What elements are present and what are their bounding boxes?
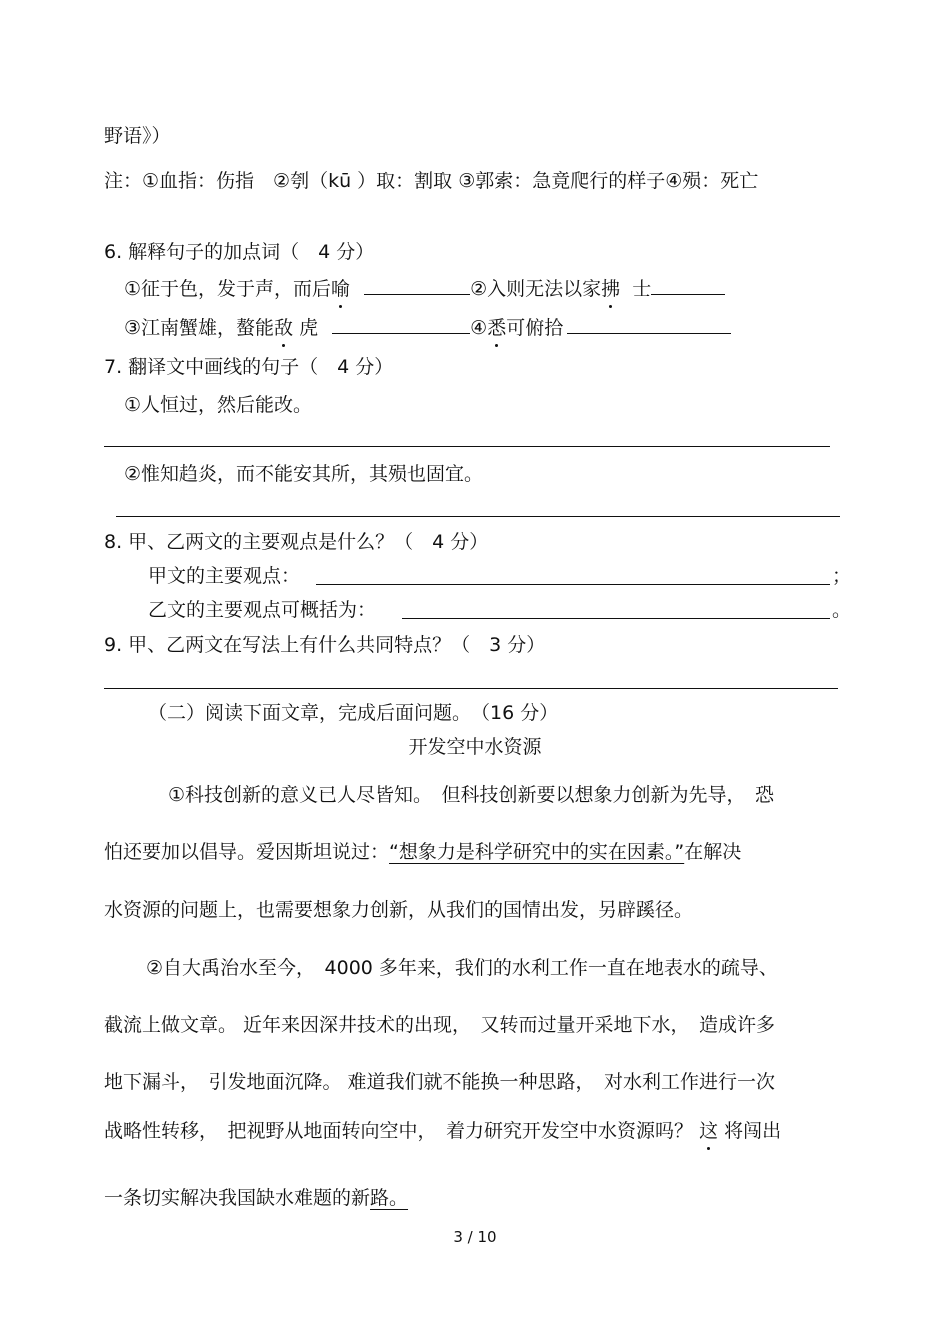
q6-item-row-2 <box>124 315 731 340</box>
p2-underlined-end: 路。 <box>370 1187 409 1209</box>
q9-title: 9. 甲、乙两文在写法上有什么共同特点？（ 3 分） <box>104 634 546 656</box>
article-title: 开发空中水资源 <box>408 736 542 758</box>
q6-title: 6. 解释句子的加点词（ 4 分） <box>104 241 375 263</box>
p1-line-2-text: 怕还要加以倡导。爱因斯坦说过： <box>104 841 390 863</box>
underlined-quote: “想象力是科学研究中的实在因素。” <box>389 841 685 863</box>
q8-b-answer-line[interactable] <box>402 618 830 619</box>
q6-item4-text: ④ <box>470 317 488 339</box>
q8-a-answer-line[interactable] <box>316 584 830 585</box>
p1-line-3: 水资源的问题上，也需要想象力创新，从我们的国情出发，另辟蹊径。 <box>104 899 694 921</box>
q6-item2-text: ②入则无法以家 <box>470 278 602 300</box>
p1-line-1: ①科技创新的意义已人尽皆知。 但科技创新要以想象力创新为先导， 恐 <box>168 784 775 806</box>
q6-item3-text: ③江南蟹雄，螯能 <box>124 317 275 339</box>
q6-item4-dotted-word: 悉 <box>487 317 507 339</box>
p2-dotted-word: 这 <box>699 1120 719 1142</box>
q6-item1-answer-blank[interactable] <box>364 276 470 295</box>
p2-line-1: ②自大禹治水至今， 4000 多年来，我们的水利工作一直在地表水的疏导、 <box>146 957 778 979</box>
p2-line-4-tail: 将闯出 <box>724 1120 782 1142</box>
q6-item3-text-tail: 虎 <box>299 317 319 339</box>
q7-sentence-1: ①人恒过，然后能改。 <box>124 394 313 416</box>
q6-item4-text-tail: 可俯拾 <box>506 317 564 339</box>
p2-line-4 <box>104 1119 781 1143</box>
q6-item2-answer-blank[interactable] <box>651 276 725 295</box>
p1-line-2-tail: 在解决 <box>684 841 742 863</box>
q6-item1-text: ①征于色，发于声，而后 <box>124 278 332 300</box>
q7-title: 7. 翻译文中画线的句子（ 4 分） <box>104 356 394 378</box>
q8-a-end: ； <box>832 565 852 587</box>
p2-line-3: 地下漏斗， 引发地面沉降。 难道我们就不能换一种思路， 对水利工作进行一次 <box>104 1071 776 1093</box>
p2-line-5-text: 一条切实解决我国缺水难题的新 <box>104 1187 371 1209</box>
p2-line-2: 截流上做文章。 近年来因深井技术的出现， 又转而过量开采地下水， 造成许多 <box>104 1014 776 1036</box>
q8-b-label: 乙文的主要观点可概括为： <box>148 599 377 621</box>
p1-line-2 <box>104 840 741 864</box>
notes: 注：①血指：伤指 ②刳（kū ）取：割取 ③郭索：急竟爬行的样子④殒：死亡 <box>104 170 759 192</box>
q8-a-label: 甲文的主要观点： <box>148 565 301 587</box>
q6-item1-dotted-word: 喻 <box>331 278 351 300</box>
q6-item3-answer-blank[interactable] <box>332 315 470 334</box>
q6-item2-dotted-word: 拂 <box>601 278 621 300</box>
q6-item-row-1 <box>124 276 725 301</box>
q8-b-end: 。 <box>832 599 852 621</box>
q9-answer-line[interactable] <box>104 688 838 689</box>
p2-line-5 <box>104 1186 408 1210</box>
q8-title: 8. 甲、乙两文的主要观点是什么？（ 4 分） <box>104 531 489 553</box>
section2-heading: （二）阅读下面文章，完成后面问题。 （16 分） <box>148 702 559 724</box>
q7-answer-line-1[interactable] <box>104 446 830 447</box>
source-end: 野语》） <box>104 125 171 147</box>
p2-line-4-text: 战略性转移， 把视野从地面转向空中， 着力研究开发空中水资源吗？ <box>104 1120 694 1142</box>
page-number: 3 / 10 <box>453 1228 497 1246</box>
q6-item3-dotted-word: 敌 <box>274 317 294 339</box>
q6-item2-text-tail: 士 <box>632 278 652 300</box>
q7-sentence-2: ②惟知趋炎，而不能安其所，其殒也固宜。 <box>124 463 484 485</box>
q7-answer-line-2[interactable] <box>116 516 840 517</box>
q6-item4-answer-blank[interactable] <box>567 315 731 334</box>
